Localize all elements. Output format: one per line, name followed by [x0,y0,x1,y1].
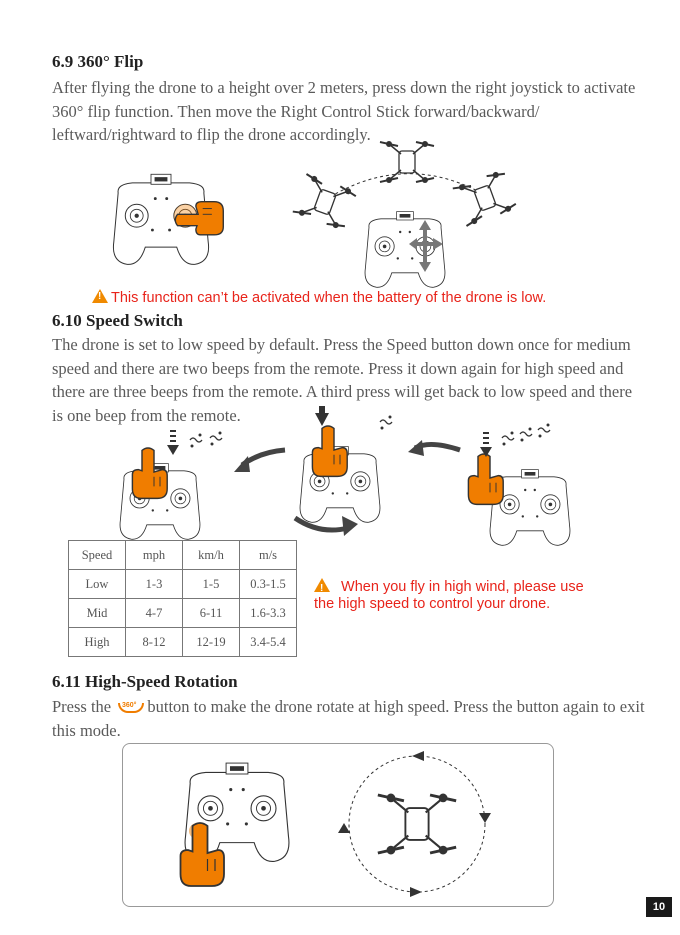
beep-icon [210,432,222,446]
beep-icon [190,434,202,448]
drone-icon [378,794,456,855]
table-cell: Mid [69,599,126,628]
drone-icon [452,169,517,227]
section-body-speed: The drone is set to low speed by default. Press the Speed button down once for medium speed and there are two beeps from the remote. Press it down again for high speed and there are three beeps from the remote. A third press will get back to low speed and there is one beep from the remote. [52,335,633,425]
page-number: 10 [646,897,672,917]
speed-table [68,540,297,657]
section-body-rotation: Press the 360° button to make the drone rotate at high speed. Press the button again to exit this mode. [52,697,645,740]
rotation-arrow-icon [479,813,491,823]
flip-controller-illustration [86,170,236,270]
table-cell: 0.3-1.5 [240,570,297,599]
table-header: Speed [69,541,126,570]
flip-drone-illustration [285,140,525,290]
table-cell: High [69,628,126,657]
drone-icon [292,173,357,231]
table-cell: 3.4-5.4 [240,628,297,657]
flip-warning: !This function can’t be activated when the battery of the drone is low. [92,289,546,306]
section-title-flip: 6.9 360° Flip [52,52,144,71]
controller-icon [365,212,445,288]
table-header: mph [126,541,183,570]
wind-warning: ! When you fly in high wind, please use the high speed to control your drone. [314,578,584,613]
warning-icon [92,289,108,303]
table-row [69,570,297,599]
rotation-button-icon: 360° [115,698,143,714]
beep-icon [520,428,532,442]
section-body-flip: After flying the drone to a height over 2 meters, press down the right joystick to activate 360° flip function. Then move the Right Control Stick forward/backward/ leftward/rightward to flip the drone accordingly. [52,78,636,144]
hand-press-icon [468,454,503,504]
speed-switch-illustration [110,410,580,545]
section-title-speed: 6.10 Speed Switch [52,311,183,330]
table-cell: 8-12 [126,628,183,657]
press-arrow-icon [480,432,492,457]
section-title-rotation: 6.11 High-Speed Rotation [52,672,238,691]
rotation-arrow-icon [412,751,424,761]
table-row [69,541,297,570]
table-cell: Low [69,570,126,599]
beep-icon [502,432,514,446]
press-arrow-icon [315,413,329,426]
table-row [69,628,297,657]
table-header: km/h [183,541,240,570]
table-row [69,599,297,628]
cycle-arrow-icon [295,518,348,530]
table-cell: 1-5 [183,570,240,599]
drone-icon [380,141,434,183]
warning-icon [314,578,330,592]
rotation-arrow-icon [410,887,422,897]
table-cell: 1-3 [126,570,183,599]
table-cell: 6-11 [183,599,240,628]
hand-press-icon [312,426,347,476]
table-header: m/s [240,541,297,570]
beep-icon [380,416,392,430]
press-arrow-icon [167,430,179,455]
hand-press-icon [132,448,167,498]
rotation-arrow-icon [338,823,350,833]
table-cell: 4-7 [126,599,183,628]
table-cell: 1.6-3.3 [240,599,297,628]
table-cell: 12-19 [183,628,240,657]
rotation-illustration [122,743,552,905]
beep-icon [538,424,550,438]
